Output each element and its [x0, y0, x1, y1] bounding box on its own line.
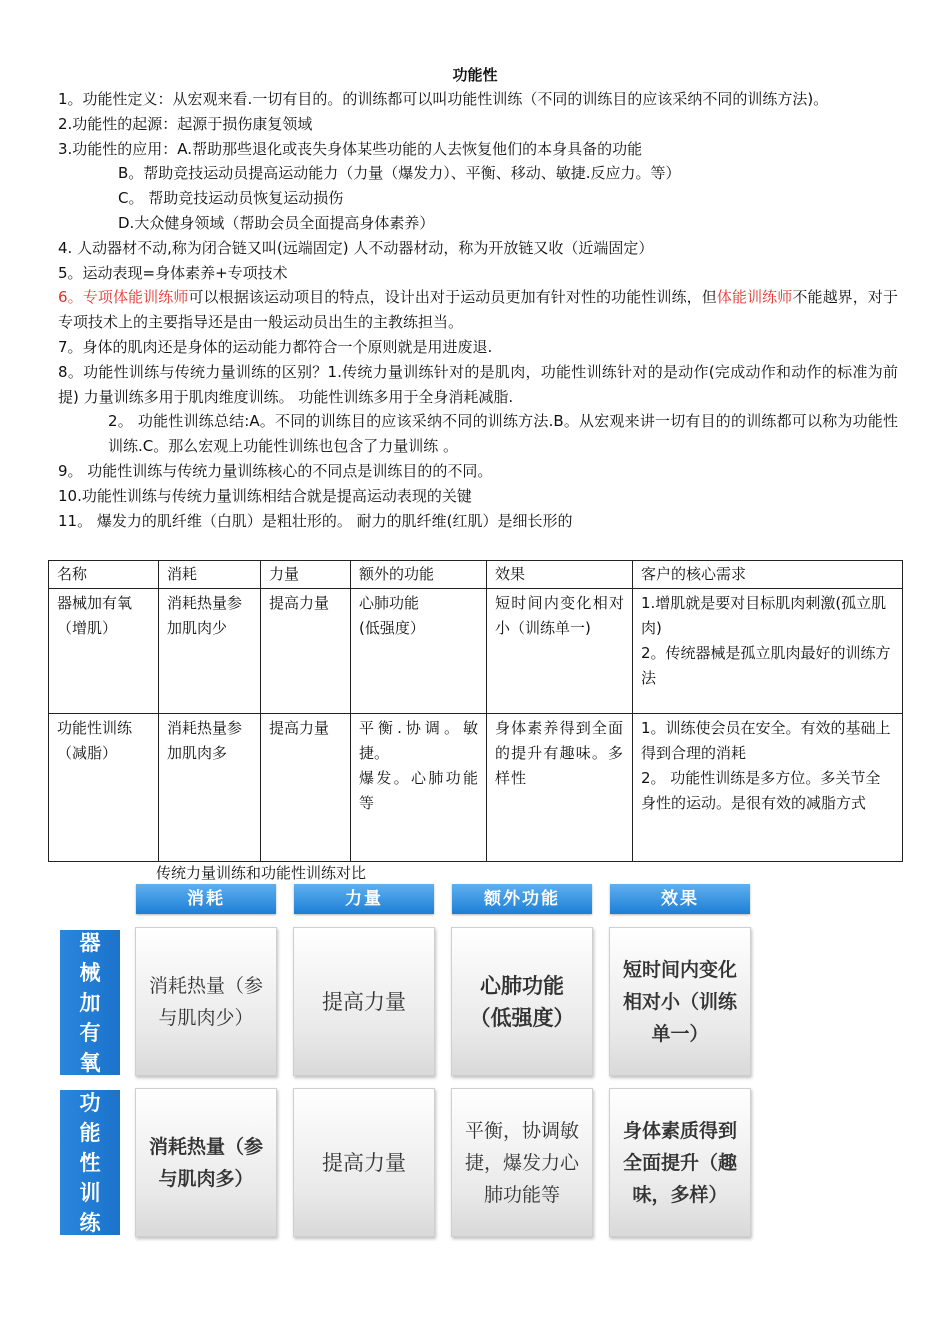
table-header: 名称 [49, 561, 159, 589]
document-title: 功能性 [452, 66, 498, 84]
graphic-cell: 提高力量 [293, 927, 435, 1076]
table-cell: 身体素养得到全面的提升有趣味。多样性 [487, 714, 633, 862]
line-6-red-term-1: 专项体能训练师 [82, 288, 189, 307]
line-9: 9。 功能性训练与传统力量训练核心的不同点是训练目的的不同。 [58, 461, 493, 480]
graphic-cell: 提高力量 [293, 1088, 435, 1237]
table-cell: 1。训练使会员在安全。有效的基础上得到合理的消耗 2。 功能性训练是多方位。多关节全身性的运动。是很有效的减脂方式 [633, 714, 903, 862]
table-cell: 功能性训练（减脂） [49, 714, 159, 862]
line-6-mid: 可以根据该运动项目的特点，设计出对于运动员更加有针对性的功能性训练，但 [188, 288, 717, 307]
graphic-cell: 身体素质得到全面提升（趣味，多样） [609, 1088, 751, 1237]
text-body [58, 87, 898, 533]
graphic-row-label: 功能性训练 [60, 1090, 120, 1235]
table-cell: 提高力量 [261, 589, 351, 714]
table-cell: 消耗热量参加肌肉多 [159, 714, 261, 862]
line-5: 5。运动表现=身体素养+专项技术 [58, 263, 288, 282]
figure-caption: 传统力量训练和功能性训练对比 [156, 864, 367, 882]
line-1: 1。功能性定义：从宏观来看.一切有目的。的训练都可以叫功能性训练（不同的训练目的应该采纳不同的训练方法)。 [58, 90, 829, 108]
table-cell: 提高力量 [261, 714, 351, 862]
line-3b: B。帮助竞技运动员提高运动能力（力量（爆发力）、平衡、移动、敏捷.反应力。等） [118, 164, 681, 183]
table-cell: 1.增肌就是要对目标肌肉刺激(孤立肌肉) 2。传统器械是孤立肌肉最好的训练方法 [633, 589, 903, 714]
line-6-red-term-2: 体能训练师 [716, 288, 793, 307]
line-6-rest: 不能越界，对于专项技术上的主要指导还是由一般运动员出生的主教练担当。 [58, 288, 898, 332]
table-header: 消耗 [159, 561, 261, 589]
graphic-cell: 消耗热量（参与肌肉多） [135, 1088, 277, 1237]
table-cell: 消耗热量参加肌肉少 [159, 589, 261, 714]
line-7: 7。身体的肌肉还是身体的运动能力都符合一个原则就是用进废退. [58, 337, 493, 356]
table-cell: 心肺功能 (低强度） [351, 589, 487, 714]
line-3d: D.大众健身领域（帮助会员全面提高身体素养） [118, 213, 435, 232]
line-6 [58, 285, 898, 335]
table-row [49, 714, 903, 862]
graphic-cell: 消耗热量（参与肌肉少） [135, 927, 277, 1076]
table-cell: 器械加有氧（增肌） [49, 589, 159, 714]
table-header: 客户的核心需求 [633, 561, 903, 589]
graphic-row-label: 器械加有氧 [60, 930, 120, 1075]
line-8: 8。功能性训练与传统力量训练的区别？1.传统力量训练针对的是肌肉，功能性训练针对的是动作(完成动作和动作的标准为前提) 力量训练多用于肌肉维度训练。 功能性训练多用于全身消耗减脂. [58, 362, 898, 406]
table-cell: 平衡.协调。敏捷。 爆发。心肺功能等 [351, 714, 487, 862]
line-3c: C。 帮助竞技运动员恢复运动损伤 [118, 189, 344, 208]
table-header-row [49, 561, 903, 589]
line-2: 2.功能性的起源：起源于损伤康复领域 [58, 114, 313, 133]
line-11: 11。 爆发力的肌纤维（白肌）是粗壮形的。 耐力的肌纤维(红肌）是细长形的 [58, 511, 573, 530]
comparison-table [48, 560, 903, 862]
line-4: 4. 人动器材不动,称为闭合链又叫(远端固定) 人不动器材动，称为开放链又收（近端固定） [58, 238, 654, 257]
line-10: 10.功能性训练与传统力量训练相结合就是提高运动表现的关键 [58, 486, 472, 505]
table-row [49, 589, 903, 714]
graphic-header: 力量 [294, 884, 434, 914]
graphic-cell: 短时间内变化相对小（训练单一） [609, 927, 751, 1076]
graphic-header: 效果 [610, 884, 750, 914]
graphic-cell: 心肺功能（低强度） [451, 927, 593, 1076]
table-cell: 短时间内变化相对小（训练单一) [487, 589, 633, 714]
graphic-header: 额外功能 [452, 884, 592, 914]
graphic-cell: 平衡，协调敏捷，爆发力心肺功能等 [451, 1088, 593, 1237]
table-header: 效果 [487, 561, 633, 589]
line-3: 3.功能性的应用：A.帮助那些退化或丧失身体某些功能的人去恢复他们的本身具备的功能 [58, 139, 643, 158]
line-6-num: 6。 [58, 288, 83, 307]
graphic-header: 消耗 [136, 884, 276, 914]
table-header: 额外的功能 [351, 561, 487, 589]
table-header: 力量 [261, 561, 351, 589]
line-summary: 2。 功能性训练总结:A。不同的训练目的应该采纳不同的训练方法.B。从宏观来讲一切有目的的训练都可以称为功能性训练.C。那么宏观上功能性训练也包含了力量训练 。 [108, 412, 898, 456]
